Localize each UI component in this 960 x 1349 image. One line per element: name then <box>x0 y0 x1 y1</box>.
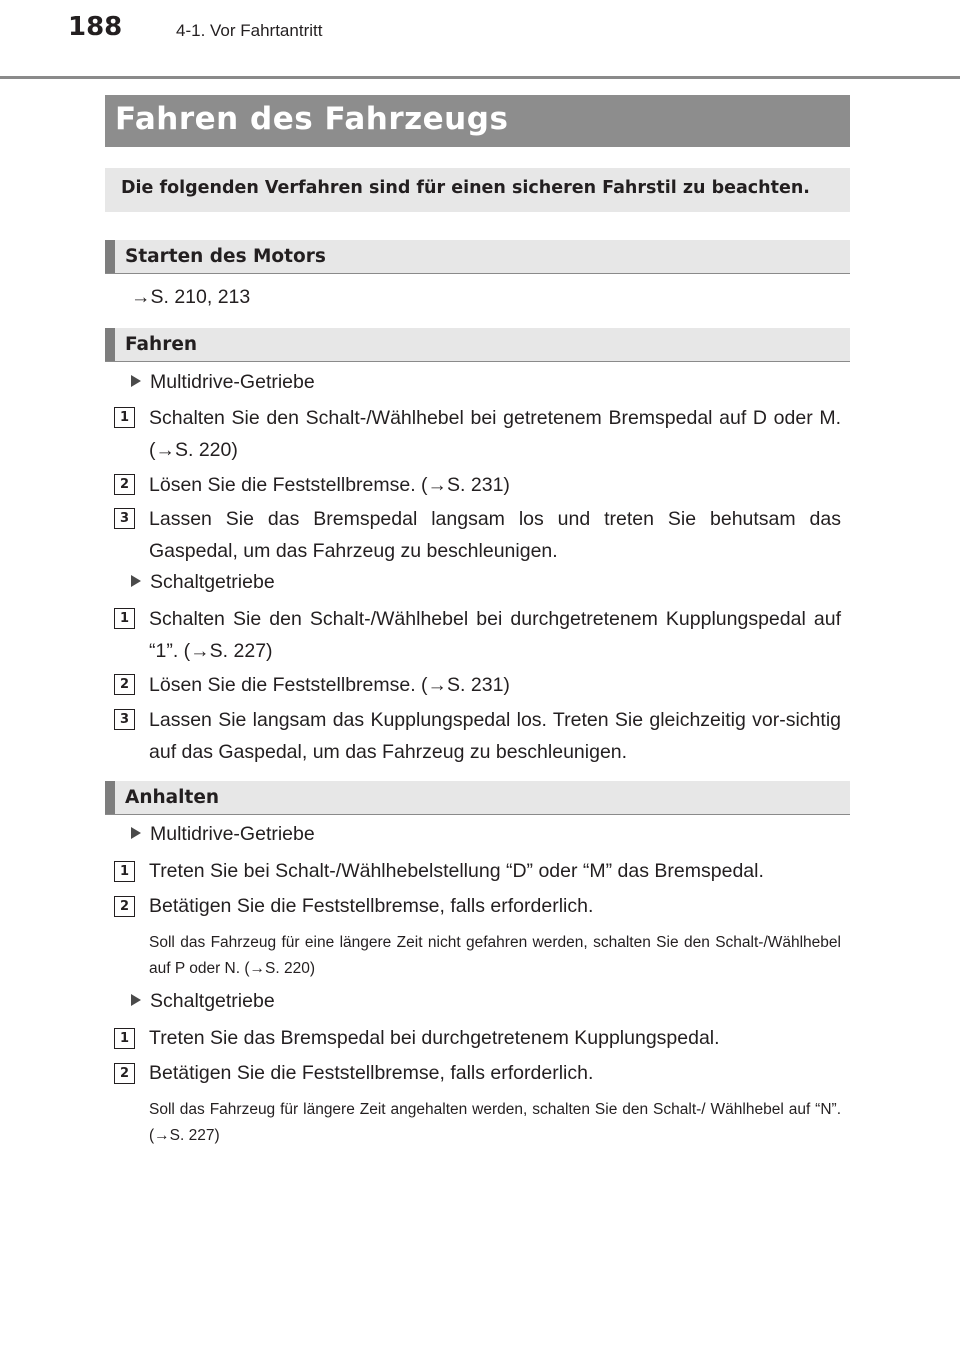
page-title: Fahren des Fahrzeugs <box>115 101 509 137</box>
page-number: 188 <box>68 12 123 42</box>
step-text: Lassen Sie das Bremspedal langsam los und treten Sie behutsam das Gaspedal, um das Fahrzeug zu beschleunigen. <box>149 508 841 562</box>
section-label: Fahren <box>125 334 198 355</box>
step-number-badge: 2 <box>114 674 135 695</box>
reference-arrow-icon: → <box>131 286 151 308</box>
reference-arrow-icon: → <box>190 640 210 662</box>
section-accent <box>105 240 115 273</box>
reference-arrow-icon: → <box>427 674 448 696</box>
reference-arrow-icon: → <box>427 474 448 496</box>
step-text: Betätigen Sie die Feststellbremse, falls erforderlich. <box>149 895 594 917</box>
step-number-badge: 1 <box>114 407 135 428</box>
reference-link[interactable]: S. 227) <box>209 640 273 662</box>
step-text: Treten Sie das Bremspedal bei durchgetretenem Kupplungspedal. <box>149 1027 720 1049</box>
note-text: Soll das Fahrzeug für längere Zeit angehalten werden, schalten Sie den Schalt-/ Wählhebel auf “N”. (→S. 227) <box>149 1101 841 1144</box>
section-label: Starten des Motors <box>125 246 326 267</box>
subheading-multidrive: Multidrive-Getriebe <box>131 823 315 846</box>
triangle-bullet-icon <box>131 827 141 839</box>
step-text: Schalten Sie den Schalt-/Wählhebel bei durchgetretenem Kupplungspedal auf “1”. (→S. 227) <box>149 608 841 662</box>
reference-link[interactable]: S. 220) <box>265 960 315 977</box>
step-number-badge: 1 <box>114 1028 135 1049</box>
step-text: Lösen Sie die Feststellbremse. (→S. 231) <box>149 474 510 496</box>
step-text: Lassen Sie langsam das Kupplungspedal los. Treten Sie gleichzeitig vor-sichtig auf das Gaspedal, um das Fahrzeug zu beschleunigen. <box>149 709 841 763</box>
triangle-bullet-icon <box>131 375 141 387</box>
reference-link[interactable]: S. 227) <box>169 1127 220 1144</box>
page-header <box>0 0 960 80</box>
reference-link[interactable]: S. 220) <box>175 439 238 461</box>
note-text: Soll das Fahrzeug für eine längere Zeit nicht gefahren werden, schalten Sie den Schalt-/Wählhebel auf P oder N. (→S. 220) <box>149 934 841 977</box>
reference-link[interactable]: S. 210, 213 <box>150 286 251 308</box>
step-text: Treten Sie bei Schalt-/Wählhebelstellung “D” oder “M” das Bremspedal. <box>149 860 764 882</box>
section-heading-driving <box>105 328 850 362</box>
step-number-badge: 2 <box>114 1063 135 1084</box>
reference-arrow-icon: → <box>154 1127 170 1144</box>
section-heading-stopping <box>105 781 850 815</box>
triangle-bullet-icon <box>131 994 141 1006</box>
reference-link[interactable]: S. 231) <box>447 474 510 496</box>
step-number-badge: 1 <box>114 608 135 629</box>
subheading-manual: Schaltgetriebe <box>131 990 275 1013</box>
header-divider <box>0 76 960 79</box>
start-reference <box>131 281 250 313</box>
intro-text: Die folgenden Verfahren sind für einen sicheren Fahrstil zu beachten. <box>121 178 810 198</box>
subheading-multidrive: Multidrive-Getriebe <box>131 371 315 394</box>
subheading-manual: Schaltgetriebe <box>131 571 275 594</box>
triangle-bullet-icon <box>131 575 141 587</box>
section-accent <box>105 781 115 814</box>
chapter-title: 4-1. Vor Fahrtantritt <box>176 21 323 40</box>
step-number-badge: 2 <box>114 896 135 917</box>
reference-arrow-icon: → <box>155 439 175 461</box>
reference-link[interactable]: S. 231) <box>447 674 510 696</box>
step-text: Betätigen Sie die Feststellbremse, falls erforderlich. <box>149 1062 594 1084</box>
step-text: Schalten Sie den Schalt-/Wählhebel bei getretenem Bremspedal auf D oder M. (→S. 220) <box>149 407 841 461</box>
section-label: Anhalten <box>125 787 220 808</box>
section-accent <box>105 328 115 361</box>
reference-arrow-icon: → <box>249 960 266 977</box>
step-number-badge: 3 <box>114 508 135 529</box>
step-text: Lösen Sie die Feststellbremse. (→S. 231) <box>149 674 510 696</box>
section-heading-start <box>105 240 850 274</box>
step-number-badge: 3 <box>114 709 135 730</box>
step-number-badge: 2 <box>114 474 135 495</box>
step-number-badge: 1 <box>114 861 135 882</box>
